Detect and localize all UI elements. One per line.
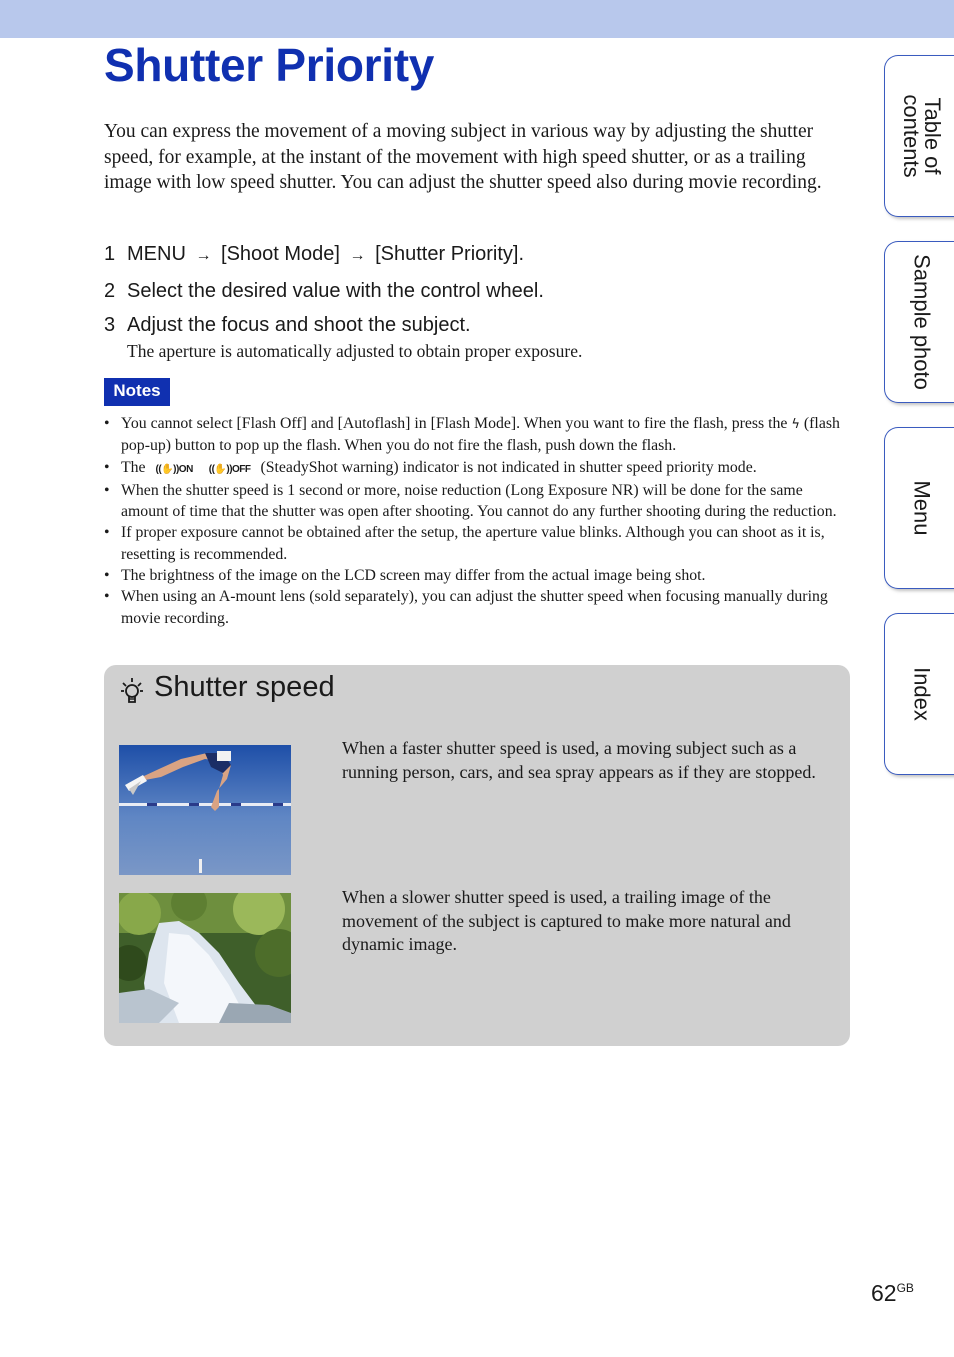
tip-title: Shutter speed [154, 671, 335, 703]
page-number-suffix: GB [896, 1281, 914, 1295]
top-bar [0, 0, 954, 38]
list-item: • If proper exposure cannot be obtained after the setup, the aperture value blinks. Although you can shoot as it is, resetting is recommended. [104, 522, 852, 565]
tab-table-of-contents[interactable] [884, 55, 954, 217]
intro-paragraph: You can express the movement of a moving subject in various way by adjusting the shutter speed, for example, at the instant of the movement with high speed shutter, or as a trailing image with low speed shutter. You can adjust the shutter speed also during movie recording. [104, 121, 822, 193]
step-3-note: The aperture is automatically adjusted to obtain proper exposure. [127, 340, 583, 361]
slow-shutter-text: When a slower shutter speed is used, a trailing image of the movement of the subject is captured to make more natural and dynamic image. [342, 887, 791, 954]
arrow-right-icon: → [195, 247, 212, 264]
step-1 [104, 240, 852, 270]
steadyshot-on-icon: ((✋))ON [155, 463, 193, 475]
tab-label: Sample photo [909, 254, 935, 390]
step-text [127, 240, 524, 270]
notes-list [104, 413, 852, 629]
steps-list [104, 240, 852, 362]
list-item [104, 457, 852, 480]
tab-label: Index [909, 667, 935, 721]
steadyshot-off-icon: ((✋))OFF [208, 463, 251, 475]
list-item: • When the shutter speed is 1 second or more, noise reduction (Long Exposure NR) will be done for the same amount of time that the shutter was open after shooting. You cannot do any further shooting during the reduction. [104, 480, 852, 523]
list-item: • The brightness of the image on the LCD screen may differ from the actual image being shot. [104, 565, 852, 586]
note-text: The [121, 458, 146, 476]
note-text: (SteadyShot warning) indicator is not indicated in shutter speed priority mode. [260, 458, 757, 476]
menu-label: MENU [127, 243, 186, 265]
lightbulb-icon [120, 675, 144, 707]
step-number: 1 [104, 243, 116, 265]
step-2 [104, 277, 852, 305]
page-number [871, 1280, 914, 1307]
high-jump-photo [119, 745, 291, 875]
step-3 [104, 311, 852, 339]
list-item: • When using an A-mount lens (sold separately), you can adjust the shutter speed when focusing manually during movie recording. [104, 586, 852, 629]
step-text: Select the desired value with the control wheel. [127, 279, 544, 302]
step-number: 2 [104, 279, 116, 302]
tab-label: Table of contents [899, 94, 945, 178]
page-number-value: 62 [871, 1280, 897, 1306]
waterfall-photo [119, 893, 291, 1023]
arrow-right-icon: → [349, 247, 366, 264]
tab-label: Menu [909, 480, 935, 536]
list-item [104, 413, 852, 457]
fast-shutter-text: When a faster shutter speed is used, a moving subject such as a running person, cars, and sea spray appears as if they are stopped. [342, 738, 816, 782]
shoot-mode-label: [Shoot Mode] [221, 243, 340, 265]
page-title: Shutter Priority [104, 39, 435, 91]
note-text: (flash pop-up) button to pop up the flash. When you do not fire the flash, push down the flash. [121, 415, 840, 455]
tip-box [104, 665, 850, 1046]
tab-sample-photo[interactable] [884, 241, 954, 403]
step-number: 3 [104, 314, 116, 336]
shutter-priority-label: [Shutter Priority]. [375, 243, 525, 265]
tab-index[interactable] [884, 613, 954, 775]
tab-menu[interactable] [884, 427, 954, 589]
flash-icon: ϟ [791, 417, 800, 432]
step-text: Adjust the focus and shoot the subject. [127, 314, 471, 336]
notes-label: Notes [104, 378, 170, 406]
note-text: You cannot select [Flash Off] and [Autoflash] in [Flash Mode]. When you want to fire the flash, press the [121, 415, 788, 432]
